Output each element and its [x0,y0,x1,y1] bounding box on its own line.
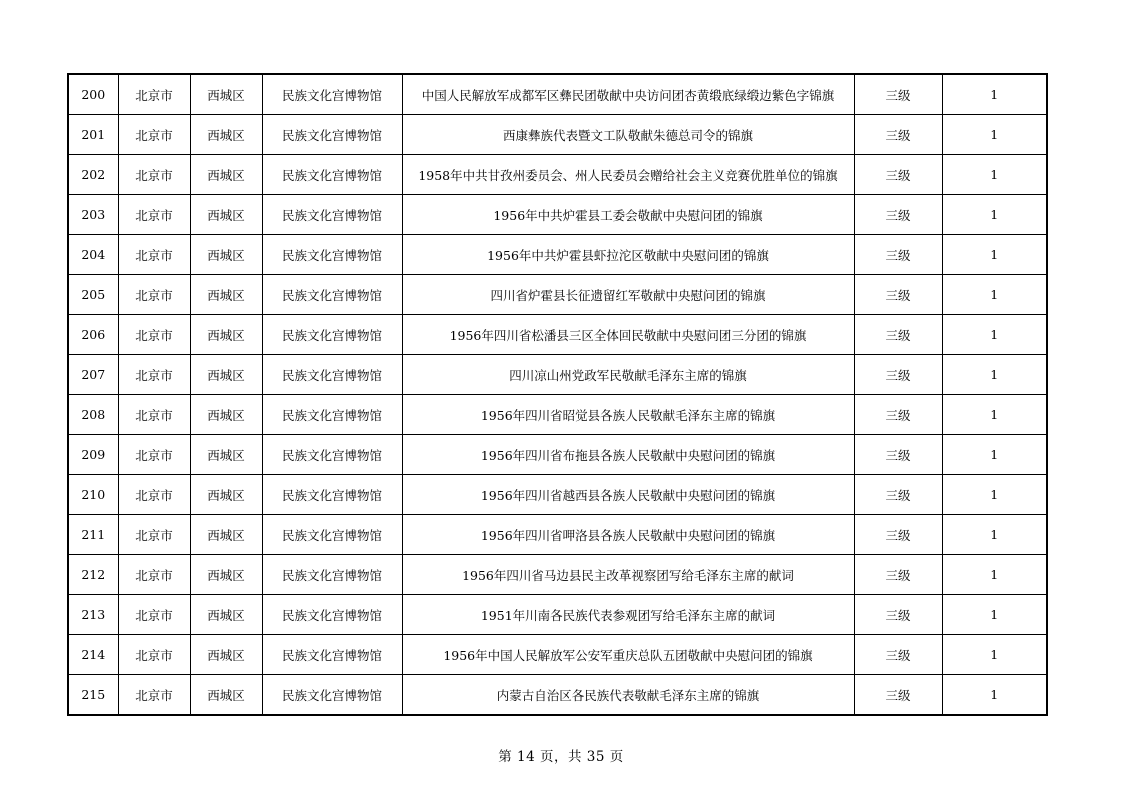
item-name-cell: 1956年四川省马边县民主改革视察团写给毛泽东主席的献词 [402,555,854,595]
row-number-cell: 209 [68,435,118,475]
row-number-cell: 206 [68,315,118,355]
grade-cell: 三级 [854,195,942,235]
item-name-cell: 西康彝族代表暨文工队敬献朱德总司令的锦旗 [402,115,854,155]
grade-cell: 三级 [854,635,942,675]
district-cell: 西城区 [190,315,262,355]
city-cell: 北京市 [118,635,190,675]
grade-cell: 三级 [854,395,942,435]
row-number-cell: 207 [68,355,118,395]
city-cell: 北京市 [118,195,190,235]
row-number-cell: 212 [68,555,118,595]
quantity-cell: 1 [942,475,1047,515]
item-name-cell: 1956年中国人民解放军公安军重庆总队五团敬献中央慰问团的锦旗 [402,635,854,675]
table-row [68,275,1047,315]
footer-prefix: 第 [498,749,518,765]
table-row [68,115,1047,155]
quantity-cell: 1 [942,115,1047,155]
table-row [68,595,1047,635]
row-number-cell: 204 [68,235,118,275]
city-cell: 北京市 [118,595,190,635]
item-name-cell: 中国人民解放军成都军区彝民团敬献中央访问团杏黄缎底绿缎边紫色字锦旗 [402,74,854,115]
museum-cell: 民族文化宫博物馆 [262,515,402,555]
city-cell: 北京市 [118,115,190,155]
item-name-cell: 1956年中共炉霍县虾拉沱区敬献中央慰问团的锦旗 [402,235,854,275]
table-row [68,395,1047,435]
city-cell: 北京市 [118,675,190,716]
table-row [68,435,1047,475]
city-cell: 北京市 [118,315,190,355]
city-cell: 北京市 [118,355,190,395]
row-number-cell: 202 [68,155,118,195]
grade-cell: 三级 [854,115,942,155]
district-cell: 西城区 [190,235,262,275]
grade-cell: 三级 [854,555,942,595]
district-cell: 西城区 [190,275,262,315]
grade-cell: 三级 [854,235,942,275]
quantity-cell: 1 [942,635,1047,675]
item-name-cell: 四川省炉霍县长征遗留红军敬献中央慰问团的锦旗 [402,275,854,315]
row-number-cell: 210 [68,475,118,515]
quantity-cell: 1 [942,195,1047,235]
museum-cell: 民族文化宫博物馆 [262,74,402,115]
city-cell: 北京市 [118,155,190,195]
district-cell: 西城区 [190,355,262,395]
museum-cell: 民族文化宫博物馆 [262,275,402,315]
district-cell: 西城区 [190,155,262,195]
quantity-cell: 1 [942,435,1047,475]
quantity-cell: 1 [942,555,1047,595]
museum-cell: 民族文化宫博物馆 [262,195,402,235]
table-row [68,635,1047,675]
grade-cell: 三级 [854,275,942,315]
table-row [68,675,1047,716]
item-name-cell: 1956年四川省呷洛县各族人民敬献中央慰问团的锦旗 [402,515,854,555]
district-cell: 西城区 [190,635,262,675]
museum-cell: 民族文化宫博物馆 [262,595,402,635]
district-cell: 西城区 [190,435,262,475]
quantity-cell: 1 [942,515,1047,555]
grade-cell: 三级 [854,595,942,635]
table-row [68,155,1047,195]
city-cell: 北京市 [118,515,190,555]
city-cell: 北京市 [118,74,190,115]
museum-cell: 民族文化宫博物馆 [262,555,402,595]
quantity-cell: 1 [942,155,1047,195]
item-name-cell: 1956年四川省松潘县三区全体回民敬献中央慰问团三分团的锦旗 [402,315,854,355]
row-number-cell: 200 [68,74,118,115]
museum-cell: 民族文化宫博物馆 [262,235,402,275]
relics-table [67,73,1048,716]
district-cell: 西城区 [190,675,262,716]
row-number-cell: 201 [68,115,118,155]
footer-middle: 页，共 [535,749,587,765]
item-name-cell: 1956年四川省越西县各族人民敬献中央慰问团的锦旗 [402,475,854,515]
row-number-cell: 203 [68,195,118,235]
table-row [68,355,1047,395]
grade-cell: 三级 [854,675,942,716]
footer-suffix: 页 [604,749,624,765]
city-cell: 北京市 [118,275,190,315]
grade-cell: 三级 [854,315,942,355]
footer-total-pages: 35 [586,749,605,765]
grade-cell: 三级 [854,435,942,475]
table-row [68,555,1047,595]
district-cell: 西城区 [190,555,262,595]
district-cell: 西城区 [190,515,262,555]
item-name-cell: 1956年中共炉霍县工委会敬献中央慰问团的锦旗 [402,195,854,235]
quantity-cell: 1 [942,315,1047,355]
museum-cell: 民族文化宫博物馆 [262,435,402,475]
museum-cell: 民族文化宫博物馆 [262,315,402,355]
museum-cell: 民族文化宫博物馆 [262,635,402,675]
table-row [68,475,1047,515]
table-row [68,315,1047,355]
district-cell: 西城区 [190,475,262,515]
city-cell: 北京市 [118,435,190,475]
row-number-cell: 215 [68,675,118,716]
museum-cell: 民族文化宫博物馆 [262,115,402,155]
grade-cell: 三级 [854,155,942,195]
row-number-cell: 213 [68,595,118,635]
row-number-cell: 208 [68,395,118,435]
item-name-cell: 1956年四川省布拖县各族人民敬献中央慰问团的锦旗 [402,435,854,475]
quantity-cell: 1 [942,275,1047,315]
item-name-cell: 内蒙古自治区各民族代表敬献毛泽东主席的锦旗 [402,675,854,716]
grade-cell: 三级 [854,355,942,395]
museum-cell: 民族文化宫博物馆 [262,475,402,515]
quantity-cell: 1 [942,355,1047,395]
quantity-cell: 1 [942,235,1047,275]
quantity-cell: 1 [942,395,1047,435]
item-name-cell: 1958年中共甘孜州委员会、州人民委员会赠给社会主义竞赛优胜单位的锦旗 [402,155,854,195]
city-cell: 北京市 [118,475,190,515]
city-cell: 北京市 [118,395,190,435]
grade-cell: 三级 [854,475,942,515]
row-number-cell: 214 [68,635,118,675]
quantity-cell: 1 [942,74,1047,115]
district-cell: 西城区 [190,115,262,155]
table-row [68,515,1047,555]
district-cell: 西城区 [190,74,262,115]
page-footer [0,745,1122,765]
table-row [68,74,1047,115]
table-row [68,235,1047,275]
quantity-cell: 1 [942,675,1047,716]
grade-cell: 三级 [854,74,942,115]
item-name-cell: 1956年四川省昭觉县各族人民敬献毛泽东主席的锦旗 [402,395,854,435]
district-cell: 西城区 [190,395,262,435]
city-cell: 北京市 [118,235,190,275]
museum-cell: 民族文化宫博物馆 [262,355,402,395]
row-number-cell: 211 [68,515,118,555]
museum-cell: 民族文化宫博物馆 [262,675,402,716]
quantity-cell: 1 [942,595,1047,635]
museum-cell: 民族文化宫博物馆 [262,155,402,195]
table-body [68,74,1047,715]
row-number-cell: 205 [68,275,118,315]
district-cell: 西城区 [190,195,262,235]
item-name-cell: 四川凉山州党政军民敬献毛泽东主席的锦旗 [402,355,854,395]
item-name-cell: 1951年川南各民族代表参观团写给毛泽东主席的献词 [402,595,854,635]
museum-cell: 民族文化宫博物馆 [262,395,402,435]
footer-page-number: 14 [517,749,536,765]
city-cell: 北京市 [118,555,190,595]
grade-cell: 三级 [854,515,942,555]
table-row [68,195,1047,235]
district-cell: 西城区 [190,595,262,635]
